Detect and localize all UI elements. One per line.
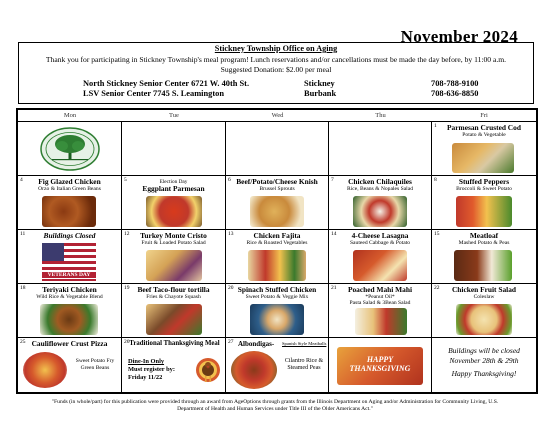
food-photo	[250, 196, 304, 227]
meal-title: Meatloaf	[469, 231, 499, 240]
calendar-grid	[16, 108, 538, 394]
cell-week5-mon	[18, 338, 122, 392]
cell-week2-mon	[18, 176, 122, 230]
cell-week5-tue	[122, 338, 226, 392]
day-number: 27	[228, 339, 234, 345]
meal-sides: Coleslaw	[473, 294, 495, 300]
day-number: 25	[20, 339, 26, 345]
cell-week5-thu	[329, 338, 432, 392]
day-number: 12	[124, 231, 130, 237]
food-photo	[146, 304, 202, 335]
day-header-fri: Fri	[480, 112, 488, 119]
meal-title: Turkey Monte Cristo	[140, 231, 207, 240]
day-number: 7	[331, 177, 334, 183]
day-number: 22	[434, 285, 440, 291]
meal-title: Parmesan Crusted Cod	[447, 123, 521, 132]
meal-title: Chicken Chilaquiles	[348, 177, 412, 186]
center-1: North Stickney Senior Center 6721 W. 40th St.	[83, 79, 250, 88]
side-1: Cilantro Rice &	[284, 358, 324, 364]
meal-title: Stuffed Peppers	[458, 177, 510, 186]
thanksgiving-banner	[337, 347, 423, 385]
day-header-wed: Wed	[271, 112, 284, 119]
town-1: Stickney	[304, 79, 335, 88]
meal-title: Cauliflower Crust Pizza	[31, 339, 108, 348]
meal-title-note: Spanish Style Meatballs	[282, 341, 327, 346]
meal-title: Fig Glazed Chicken	[38, 177, 101, 186]
cell-week4-thu	[329, 284, 432, 338]
donation-text: Suggested Donation: $2.00 per meal	[220, 65, 332, 74]
day-number: 19	[124, 285, 130, 291]
happy-thanksgiving-text: Happy Thanksgiving!	[451, 369, 517, 378]
township-seal-logo	[40, 127, 100, 171]
day-header-tue: Tue	[169, 112, 179, 119]
cell-week3-tue	[122, 230, 226, 284]
closed-title: Buildings Closed	[43, 231, 96, 240]
day-header-mon: Mon	[63, 112, 77, 119]
meal-sides: Wild Rice & Vegetable Blend	[36, 294, 103, 300]
food-photo	[231, 351, 277, 389]
meal-title: Traditional Thanksgiving Meal	[129, 340, 220, 347]
cell-week3-wed	[226, 230, 329, 284]
cell-week1-thu	[329, 122, 432, 176]
day-number: 21	[331, 285, 337, 291]
meal-title: Spinach Stuffed Chicken	[237, 285, 317, 294]
food-photo	[146, 250, 202, 281]
flag-canton	[42, 243, 64, 261]
food-photo	[456, 304, 512, 335]
day-number: 14	[331, 231, 337, 237]
meal-allergen-note: *Peanut Oil*	[365, 294, 395, 300]
meal-title: Albondigas-	[238, 340, 275, 348]
turkey-icon	[194, 356, 222, 386]
cell-week5-fri	[432, 338, 536, 392]
cell-week2-tue	[122, 176, 226, 230]
meal-sides: Potato & Vegetable	[462, 132, 506, 138]
register-note: Must register by:	[128, 366, 175, 373]
food-photo	[452, 143, 514, 173]
food-photo	[353, 250, 407, 281]
day-number: 5	[124, 177, 127, 183]
holiday-note: Election Day	[159, 179, 188, 185]
meal-sides: Rice & Roasted Vegetables	[246, 240, 308, 246]
food-photo	[456, 196, 512, 227]
cell-week1-fri	[432, 122, 536, 176]
day-number: 18	[20, 285, 26, 291]
day-number: 4	[20, 177, 23, 183]
day-number: 20	[228, 285, 234, 291]
meal-sides: Fruit & Loaded Potato Salad	[141, 240, 206, 246]
day-number: 13	[228, 231, 234, 237]
food-photo	[355, 308, 407, 335]
office-name: Stickney Township Office on Aging	[214, 44, 338, 53]
food-photo	[454, 250, 512, 281]
page-title: November 2024	[400, 27, 518, 46]
cell-week4-fri	[432, 284, 536, 338]
town-2: Burbank	[304, 89, 337, 98]
meal-title: Eggplant Parmesan	[142, 184, 205, 193]
cell-week3-thu	[329, 230, 432, 284]
header-box	[18, 42, 534, 104]
day-number: 11	[20, 231, 26, 237]
meal-sides: Pasta Salad & 3Bean Salad	[349, 300, 411, 306]
meal-title: Chicken Fajita	[253, 231, 301, 240]
day-number: 6	[228, 177, 231, 183]
day-number: 15	[434, 231, 440, 237]
meal-title: Poached Mahi Mahi	[347, 285, 413, 294]
meal-title: Teriyaki Chicken	[42, 285, 97, 294]
cell-week5-wed	[226, 338, 329, 392]
food-photo	[146, 196, 202, 227]
cell-week2-fri	[432, 176, 536, 230]
meal-title: Chicken Fruit Salad	[451, 285, 517, 294]
cell-week3-mon	[18, 230, 122, 284]
meal-sides: Orzo & Italian Green Beans	[38, 186, 101, 192]
meal-sides: Mashed Potato & Peas	[458, 240, 510, 246]
banner-thanksgiving: THANKSGIVING	[349, 364, 411, 373]
day-header-thu: Thu	[375, 112, 386, 119]
side-2: Steamed Peas	[287, 365, 321, 371]
day-number: 26	[124, 339, 130, 345]
meal-sides: Broccoli & Sweet Potato	[456, 186, 512, 192]
cell-week1-mon	[18, 122, 122, 176]
thanks-text: Thank you for participating in Stickney Township's meal program! Lunch reservations and/or cancellations must be made the day before, by 11:00 a.m.	[45, 55, 507, 64]
meal-sides: Rice, Beans & Nopales Salad	[346, 186, 414, 192]
closure-notice: Buildings will be closed November 28th & 29th	[448, 346, 520, 365]
food-photo	[248, 250, 306, 281]
veterans-day-banner: VETERANS DAY	[42, 272, 96, 278]
center-2: LSV Senior Center 7745 S. Leamington	[83, 89, 224, 98]
cell-week1-wed	[226, 122, 329, 176]
day-number: 8	[434, 177, 437, 183]
day-number: 1	[434, 123, 437, 129]
banner-happy: HAPPY	[366, 355, 394, 364]
phone-2: 708-636-8850	[431, 89, 479, 98]
cell-week1-tue	[122, 122, 226, 176]
phone-1: 708-788-9100	[431, 79, 479, 88]
side-2: Green Beans	[80, 365, 110, 371]
meal-sides: Brussel Sprouts	[259, 186, 295, 192]
food-photo	[353, 196, 407, 227]
meal-title: Beef/Potato/Cheese Knish	[236, 177, 318, 186]
cell-week4-tue	[122, 284, 226, 338]
funding-footer: "Funds (in whole/part) for this publication were provided through an award from AgeOptions through grants from the Illinois Department on Aging and/or Administration for Community Living, U.S. Department of Health and Human Services under Title III of the Older Americans Act."	[51, 399, 499, 412]
meal-sides: Sweet Potato & Veggie Mix	[245, 294, 309, 300]
food-photo	[42, 196, 96, 227]
cell-week2-thu	[329, 176, 432, 230]
cell-week4-wed	[226, 284, 329, 338]
meal-title: 4-Cheese Lasagna	[351, 231, 409, 240]
side-1: Sweet Potato Fry	[75, 358, 115, 364]
meal-title: Beef Taco-flour tortilla	[137, 285, 210, 294]
food-photo	[23, 352, 67, 388]
meal-sides: Fries & Chayote Squash	[146, 294, 201, 300]
cell-week2-wed	[226, 176, 329, 230]
food-photo	[40, 304, 98, 335]
food-photo	[250, 304, 304, 335]
us-flag-image	[42, 243, 96, 281]
cell-week3-fri	[432, 230, 536, 284]
dine-in-note: Dine-In Only	[128, 358, 165, 365]
register-date: Friday 11/22	[128, 374, 163, 381]
meal-sides: Sauteed Cabbage & Potato	[349, 240, 411, 246]
cell-week4-mon	[18, 284, 122, 338]
